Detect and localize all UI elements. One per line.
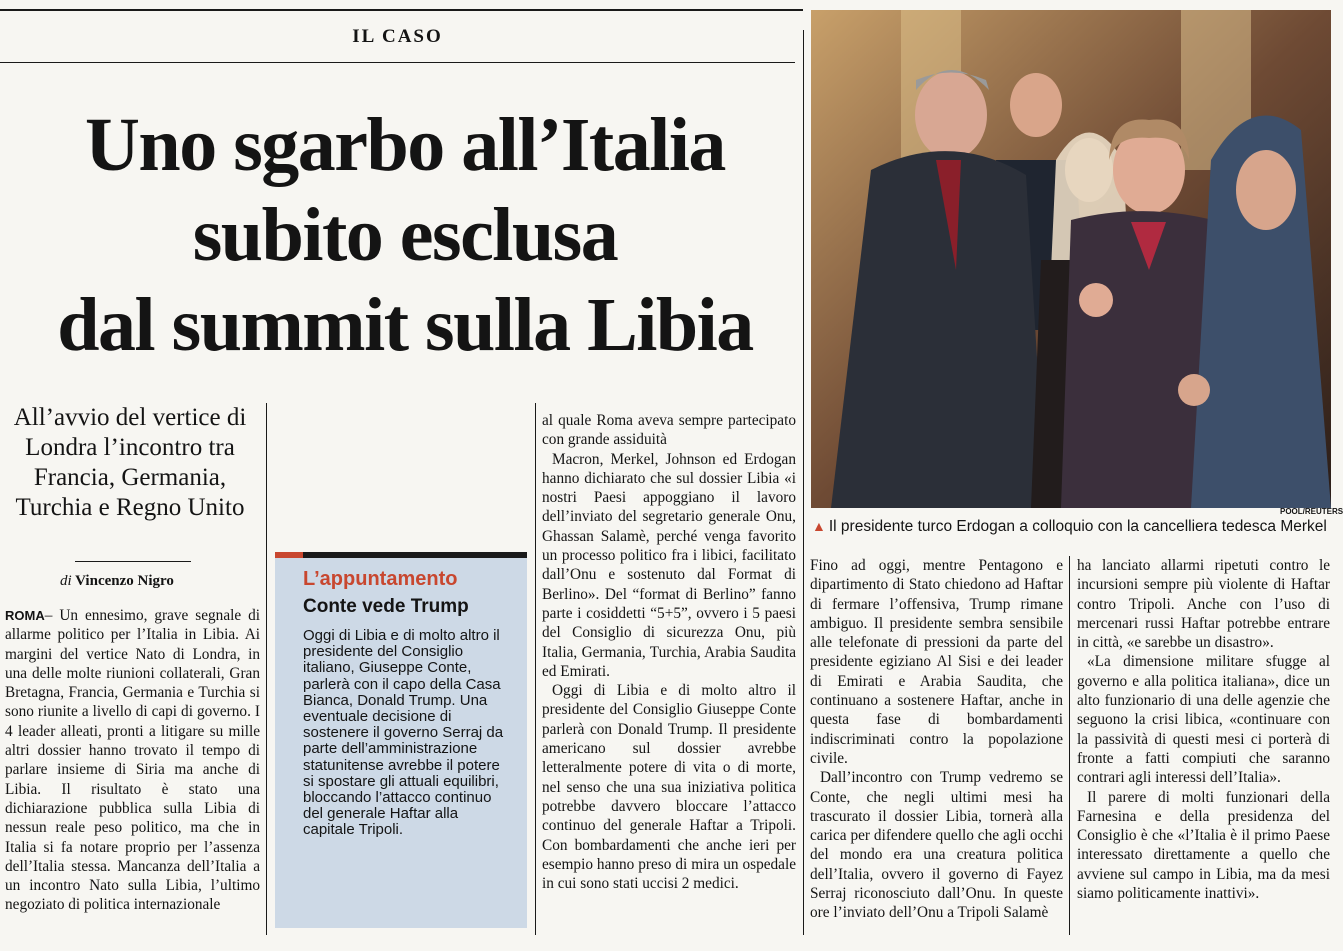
column-divider-photo (803, 30, 804, 935)
photo-credit: POOL/REUTERS (1280, 507, 1343, 516)
sidebar-subtitle: Conte vede Trump (303, 596, 469, 617)
headline-line-1: Uno sgarbo all’Italia (85, 103, 725, 187)
col4-paragraph-1: Fino ad oggi, mentre Pentagono e dipartimento di Stato chiedono ad Haftar di fermare l’offensiva, Trump rimane ambiguo. Il presidente sembra sensibile alle telefonate di pressioni da parte del presidente egiziano Al Sisi e dei leader di Emirati e Arabia Saudita, che continuano a sostenere Haftar, anche in questa fase di bombardamenti indiscriminati contro la popolazione civile. (810, 557, 1063, 767)
article-column-3 (542, 411, 796, 893)
col1-paragraph (5, 606, 260, 915)
col5-paragraph-1: ha lanciato allarmi ripetuti contro le incursioni sempre più violente di Haftar contro Tripoli. Anche con l’uso di mercenari russi Haftar potrebbe entrare in città, «e sarebbe un disastro». (1077, 557, 1330, 652)
headline (10, 100, 800, 370)
byline-prefix: di (60, 573, 72, 589)
col1-text: – Un ennesimo, grave segnale di allarme politico per l’Italia in Libia. Ai margini del vertice Nato di Londra, in una delle molte riunioni collaterali, Gran Bretagna, Francia, Germania e Turchia si sono riunite a livello di capi di governo. I 4 leader alleati, pronti a litigare su mille altri dossier hanno trovato il tempo di parlare insieme di Siria ma anche di Libia. Il risultato è stato una dichiarazione pubblica sulla Libia di nessun reale peso politico, ma che in Italia si fa notare proprio per l’assenza dell’Italia stessa. Mancanza dell’Italia a un incontro Nato sulla Libia, l’ultimo negoziato di politica internazionale (5, 607, 260, 914)
photo-illustration (811, 10, 1331, 508)
headline-line-3: dal summit sulla Libia (57, 283, 753, 367)
article-column-4 (810, 556, 1063, 923)
column-divider-col5 (1069, 556, 1070, 935)
photo-caption (812, 518, 1332, 536)
article-column-5 (1077, 556, 1330, 903)
sidebar-accent-bar (275, 552, 303, 558)
sidebar-text: Oggi di Libia e di molto altro il presidente del Consiglio italiano, Giuseppe Conte, parlerà con il capo della Casa Bianca, Donald Trump. Una eventuale decisione di sostenere il governo Serraj da parte dell’amministrazione statunitense avrebbe il potere si spostare gli attuali equilibri, bloccando l’attacco continuo del generale Haftar alla capitale Tripoli. (303, 627, 504, 839)
col5-paragraph-3: Il parere di molti funzionari della Farnesina e della presidenza del Consiglio è che «l’Italia è il primo Paese interessato direttamente a quello che avviene sul campo in Libia, ma da mesi siamo politicamente inattivi». (1077, 788, 1330, 903)
byline-rule (75, 561, 191, 562)
dateline-city: ROMA (5, 608, 45, 623)
headline-line-2: subito esclusa (192, 193, 618, 277)
col4-paragraph-2: Dall’incontro con Trump vedremo se Conte, che negli ultimi mesi ha trascurato il dossier Libia, tornerà alla carica per difendere quello che agli occhi del mondo era una creatura politica dell’Italia, ovvero il governo di Fayez Serraj riconosciuto dall’Onu. In queste ore l’inviato dell’Onu a Tripoli Salamè (810, 769, 1063, 922)
caption-text: Il presidente turco Erdogan a colloquio con la cancelliera tedesca Merkel (828, 518, 1327, 535)
sidebar-top-bar (303, 552, 527, 558)
col3-paragraph-2: Macron, Merkel, Johnson ed Erdogan hanno dichiarato che sul dossier Libia «i nostri Paesi appoggiano il lavoro dell’inviato del segretario generale Onu, Ghassan Salamè, perché venga favorito un processo politico fra i libici, facilitato dall’Onu e sostenuto dal Format di Berlino». Del “format di Berlino” fanno parte i cosiddetti “5+5”, ovvero i 5 paesi del Consiglio di sicurezza Onu, più Italia, Germania, Turchia, Arabia Saudita ed Emirati. (542, 450, 796, 680)
top-rule (0, 9, 803, 11)
caption-triangle-icon: ▲ (812, 518, 826, 534)
column-divider-col2 (266, 403, 267, 935)
article-column-1 (5, 606, 260, 915)
col3-paragraph-3: Oggi di Libia e di molto altro il presidente del Consiglio Giuseppe Conte parlerà con Donald Trump. Il presidente americano sul dossier avrebbe letteralmente potere di vita o di morte, nel senso che una sua iniziativa politica potrebbe davvero bloccare l’attacco continuo del generale Haftar a Tripoli. Con bombardamenti che anche ieri per esempio hanno preso di mira un ospedale in cui sono stati uccisi 2 medici. (542, 682, 796, 893)
kicker-rule (0, 62, 795, 63)
column-divider-col3 (535, 403, 536, 935)
byline-author: Vincenzo Nigro (75, 573, 174, 589)
col3-paragraph-1: al quale Roma aveva sempre partecipato con grande assiduità (542, 412, 796, 449)
subheadline: All’avvio del vertice di Londra l’incontro tra Francia, Germania, Turchia e Regno Unito (13, 404, 247, 521)
sidebar-title: L’appuntamento (303, 568, 458, 590)
news-photo (811, 10, 1331, 508)
byline (60, 573, 174, 590)
section-kicker: IL CASO (352, 26, 443, 47)
col5-paragraph-2: «La dimensione militare sfugge al governo e alla politica italiana», dice un alto funzionario di una delle agenzie che seguono la crisi libica, «continuare con la passività di questi mesi ci porterà di fronte a fatti compiuti che saranno contrari agli interessi dell’Italia». (1077, 653, 1330, 787)
